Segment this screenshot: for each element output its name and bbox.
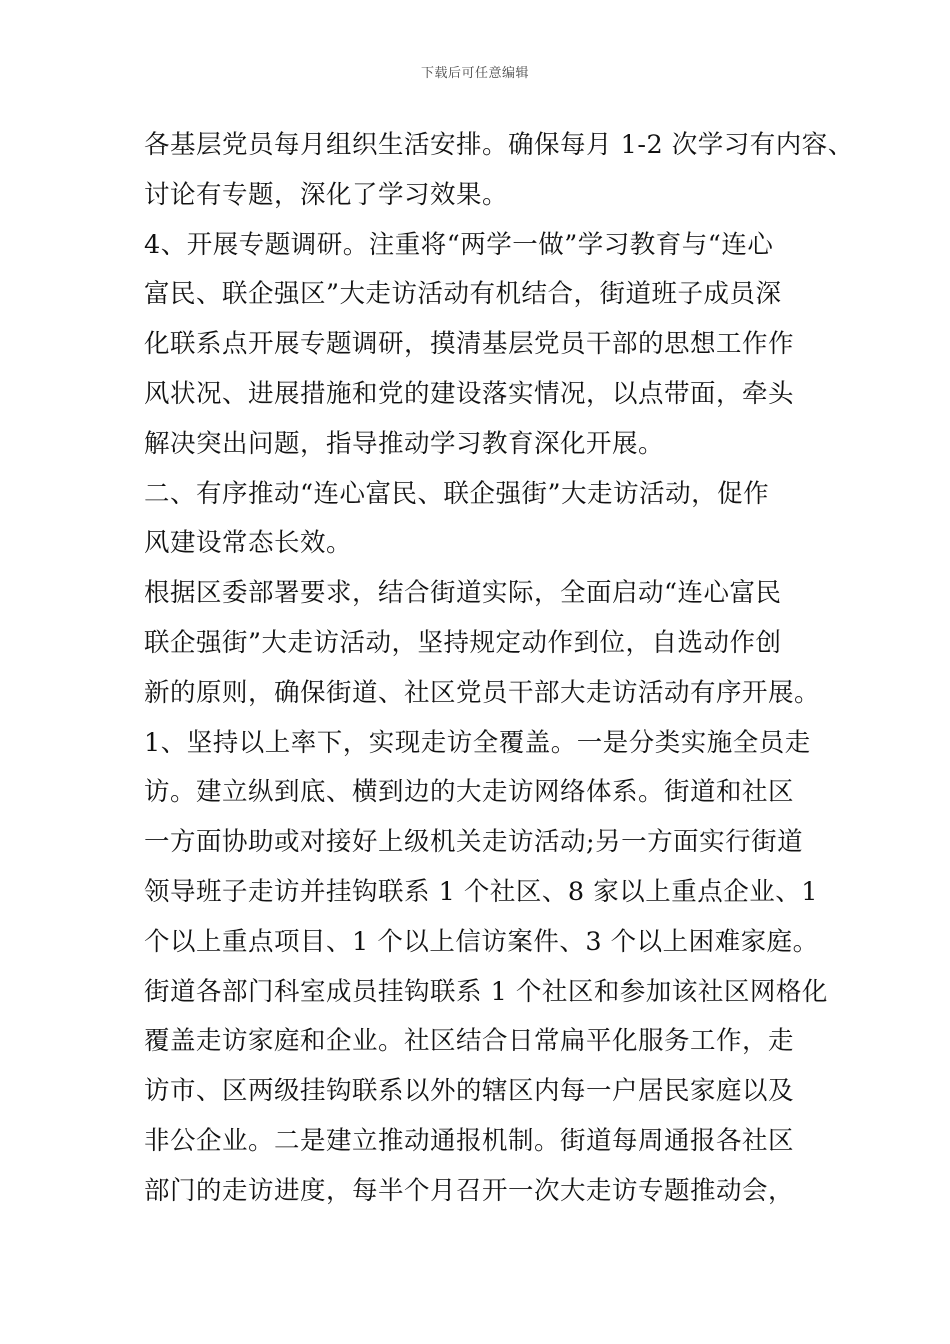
text-line-12: 新的原则，确保街道、社区党员干部大走访活动有序开展。 <box>144 677 821 708</box>
text-line-21: 非公企业。二是建立推动通报机制。街道每周通报各社区 <box>144 1125 795 1156</box>
text-line-20: 访市、区两级挂钩联系以外的辖区内每一户居民家庭以及 <box>144 1076 795 1107</box>
text-line-5: 化联系点开展专题调研，摸清基层党员干部的思想工作作 <box>144 329 795 360</box>
text-line-1: 各基层党员每月组织生活安排。确保每月 1-2 次学习有内容、 <box>144 130 854 160</box>
text-line-14: 访。建立纵到底、横到边的大走访网络体系。街道和社区 <box>144 777 795 808</box>
text-line-11: 联企强街”大走访活动，坚持规定动作到位，自选动作创 <box>144 627 782 658</box>
page-header-note: 下载后可任意编辑 <box>420 66 529 81</box>
text-line-18: 街道各部门科室成员挂钩联系 1 个社区和参加该社区网格化 <box>144 976 828 1007</box>
text-line-3: 4、开展专题调研。注重将“两学一做”学习教育与“连心 <box>144 229 774 260</box>
text-line-10: 根据区委部署要求，结合街道实际，全面启动“连心富民 <box>144 578 782 609</box>
text-line-7: 解决突出问题，指导推动学习教育深化开展。 <box>144 428 665 459</box>
text-line-13: 1、坚持以上率下，实现走访全覆盖。一是分类实施全员走 <box>144 727 811 758</box>
text-line-6: 风状况、进展措施和党的建设落实情况，以点带面，牵头 <box>144 378 795 409</box>
text-line-4: 富民、联企强区”大走访活动有机结合，街道班子成员深 <box>144 279 782 310</box>
document-body <box>144 121 854 1217</box>
text-line-22: 部门的走访进度，每半个月召开一次大走访专题推动会， <box>144 1175 795 1206</box>
text-line-2: 讨论有专题，深化了学习效果。 <box>144 179 509 210</box>
text-line-19: 覆盖走访家庭和企业。社区结合日常扁平化服务工作，走 <box>144 1026 795 1057</box>
text-line-15: 一方面协助或对接好上级机关走访活动;另一方面实行街道 <box>144 827 804 858</box>
section-heading-2-line-2: 风建设常态长效。 <box>144 528 353 559</box>
text-line-17: 个以上重点项目、1 个以上信访案件、3 个以上困难家庭。 <box>144 926 819 957</box>
section-heading-2-line-1: 二、有序推动“连心富民、联企强街”大走访活动，促作 <box>144 478 770 509</box>
text-line-16: 领导班子走访并挂钩联系 1 个社区、8 家以上重点企业、1 <box>144 876 818 907</box>
